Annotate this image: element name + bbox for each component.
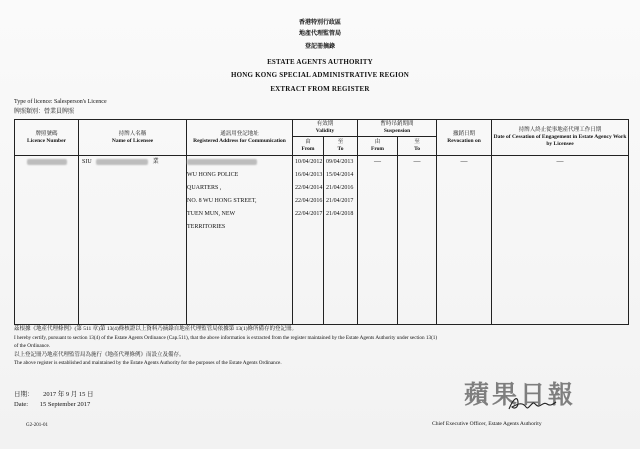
header-suspension: 暫時吊銷期間 Suspension — [358, 120, 437, 137]
licensee-name-visible: SIU — [82, 159, 92, 165]
register-table — [14, 119, 629, 325]
header-zh-authority: 地產代理監管局 — [298, 31, 341, 37]
licence-type-en: Type of licence: Salesperson's Licence — [14, 99, 107, 105]
licensee-name-cell — [79, 156, 187, 325]
header-name-of-licensee: 持牌人名稱 Name of Licensee — [79, 120, 187, 156]
date-zh-value: 2017 年 9 月 15 日 — [43, 391, 94, 398]
redacted-licensee-name — [96, 159, 148, 165]
address-line: NO. 8 WU HONG STREET, — [187, 198, 257, 204]
validity-to-date: 21/04/2016 — [326, 185, 354, 191]
header-licence-number: 牌照號碼 Licence Number — [15, 120, 79, 156]
newspaper-watermark: 蘋果日報 — [464, 380, 577, 409]
licence-type-zh: 牌照類別：營業員牌照 — [14, 109, 75, 115]
header-validity-to: 至 To — [324, 137, 358, 156]
date-en-label: Date: — [14, 401, 29, 408]
certification-en-1b: of the Ordinance. — [14, 343, 51, 349]
header-en-authority: ESTATE AGENTS AUTHORITY — [267, 58, 373, 66]
date-zh — [14, 392, 94, 399]
header-en-region: HONG KONG SPECIAL ADMINISTRATIVE REGION — [230, 71, 410, 79]
licence-number-cell — [15, 156, 79, 325]
validity-to-date: 15/04/2014 — [326, 172, 354, 178]
cessation-cell: — — [492, 156, 629, 325]
header-en-title: EXTRACT FROM REGISTER — [270, 85, 370, 93]
header-zh-title: 登記冊摘錄 — [304, 44, 335, 50]
validity-from-date: 16/04/2013 — [295, 172, 323, 178]
header-suspension-from: 由 From — [358, 137, 398, 156]
address-line: QUARTERS , — [187, 185, 222, 191]
header-registered-address: 通訊用登記地址 Registered Address for Communication — [187, 120, 293, 156]
validity-from-date: 22/04/2016 — [295, 198, 323, 204]
suspension-from-cell: — — [358, 156, 398, 325]
header-zh-region: 香港特別行政區 — [298, 20, 341, 26]
validity-to-date: 21/04/2018 — [326, 211, 354, 217]
date-zh-label: 日期： — [14, 391, 34, 398]
validity-from-date: 10/04/2012 — [295, 159, 323, 165]
table-row — [15, 156, 629, 325]
address-line: TERRITORIES — [187, 224, 226, 230]
address-line: TUEN MUN, NEW — [187, 211, 236, 217]
certification-en-2: The above register is established and maintained by the Estate Agents Authority for the purposes of the Estate Agents Ordinance. — [14, 360, 282, 366]
licensee-name-suffix: 業 — [152, 159, 159, 165]
certification-en-1: I hereby certify, pursuant to section 13(4) of the Estate Agents Ordinance (Cap.511), that the above information is extracted from the register maintained by the Estate Agents Authority under section 13(1) — [14, 335, 438, 341]
header-validity-from: 由 From — [293, 137, 324, 156]
date-en — [14, 402, 90, 409]
header-suspension-to: 至 To — [398, 137, 437, 156]
validity-to-cell — [324, 156, 358, 325]
signatory-title: Chief Executive Officer, Estate Agents Authority — [432, 421, 542, 427]
validity-to-date: 21/04/2017 — [326, 198, 354, 204]
header-cessation: 持牌人終止從事地產代理工作日期 Date of Cessation of Engagement in Estate Agency Work by Licensee — [492, 120, 629, 156]
validity-to-date: 09/04/2013 — [326, 159, 354, 165]
address-cell — [187, 156, 293, 325]
validity-from-date: 22/04/2014 — [295, 185, 323, 191]
form-code: G2-201-01 — [26, 423, 48, 428]
suspension-to-cell: — — [398, 156, 437, 325]
date-en-value: 15 September 2017 — [39, 401, 91, 408]
certification-zh-2: 以上登記冊乃地產代理監管局為施行《地產代理條例》而設立及備存。 — [14, 352, 185, 358]
certification-zh-1: 茲根據《地產代理條例》(第 511 章)第 13(4)條核證以上資料乃摘錄自地產代理監管局依據第 13(1)條所備存的登記冊。 — [14, 326, 298, 332]
validity-from-date: 22/04/2017 — [295, 211, 323, 217]
header-validity: 有效期 Validity — [293, 120, 358, 137]
header-revocation: 撤銷日期 Revocation on — [437, 120, 492, 156]
validity-from-cell — [293, 156, 324, 325]
redacted-address-line — [187, 159, 257, 165]
revocation-cell: — — [437, 156, 492, 325]
address-line: WU HONG POLICE — [187, 172, 239, 178]
redacted-licence-number — [27, 159, 67, 165]
